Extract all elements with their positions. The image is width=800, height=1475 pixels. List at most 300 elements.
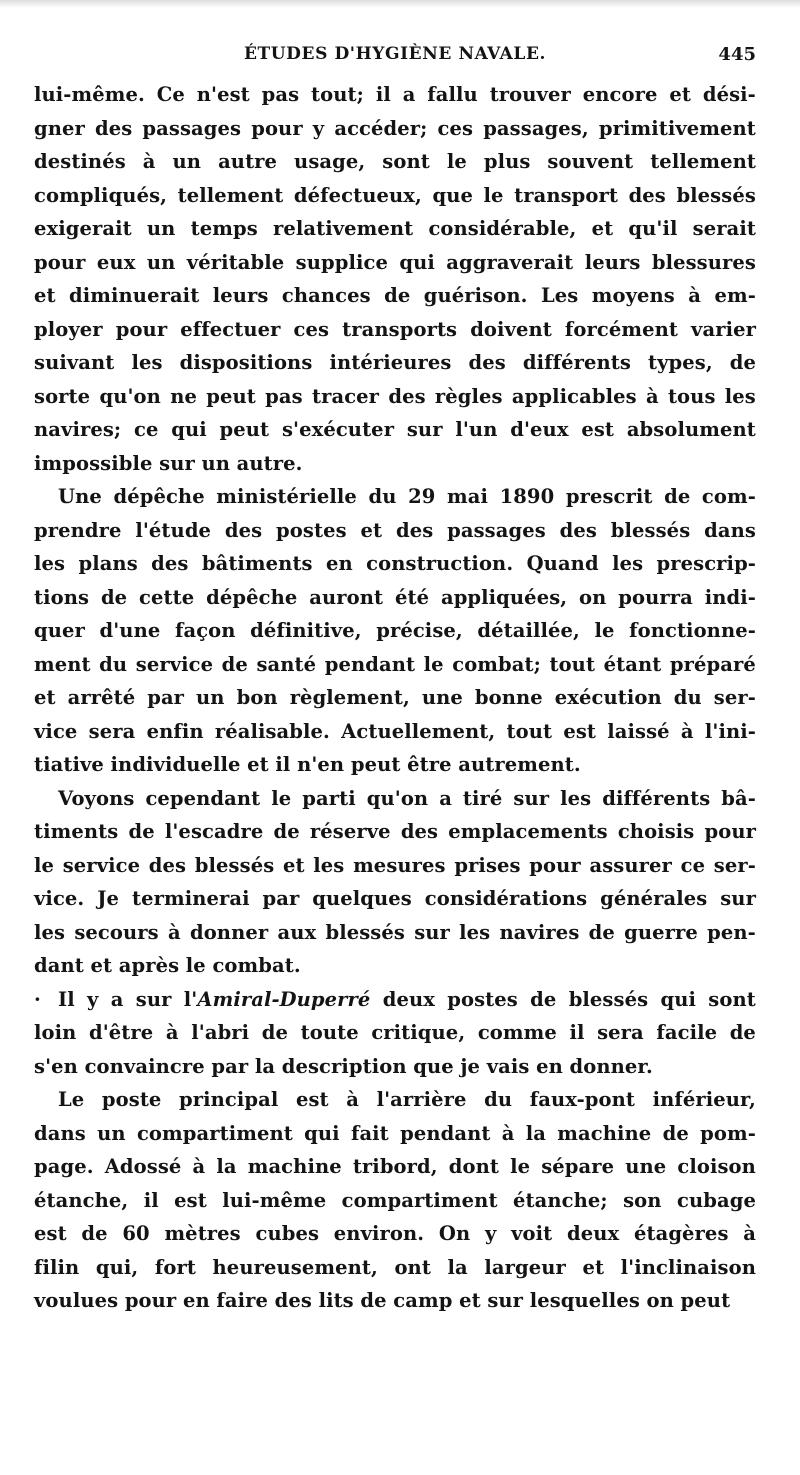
word: des (95, 116, 133, 140)
word: compartiment (136, 1121, 293, 1145)
word: dispositions (179, 351, 313, 374)
word: y (484, 1222, 497, 1245)
word: toute (300, 1021, 359, 1044)
word: plus (483, 150, 531, 173)
word: Une (58, 485, 102, 508)
text-line (34, 1117, 756, 1151)
word: vais (486, 1054, 530, 1078)
word: a (402, 83, 416, 106)
word: des (388, 384, 426, 408)
word: cependant (145, 786, 261, 810)
word: lui-même (222, 1188, 327, 1212)
word: des (151, 552, 189, 575)
word: usage, (294, 150, 366, 173)
word: en (182, 1289, 210, 1312)
word: peut (206, 384, 256, 408)
word: ne (170, 384, 197, 408)
text-line (34, 1050, 756, 1084)
word: de (729, 351, 756, 374)
word: cubage (676, 1188, 756, 1212)
word: pendant (400, 1121, 491, 1145)
word: prises (454, 853, 521, 877)
word: Le (58, 1088, 85, 1111)
word: y (87, 987, 99, 1011)
word: pourra (618, 585, 693, 609)
word: principal (179, 1088, 279, 1111)
word: autre (218, 150, 278, 173)
word: la (216, 1155, 237, 1178)
word: vice (34, 719, 78, 743)
word: loin (34, 1021, 77, 1044)
paragraph (34, 983, 756, 1084)
word: assurer (589, 853, 672, 877)
word: préparé (669, 652, 756, 676)
word: compartiment (341, 1188, 498, 1212)
word: indi- (704, 585, 756, 609)
text-line (34, 112, 756, 146)
word: comme (477, 1021, 557, 1044)
word: tout; (311, 83, 364, 106)
word: de (588, 920, 615, 944)
paragraph (34, 782, 756, 983)
word: types, (647, 351, 713, 374)
word: temps (190, 217, 258, 240)
word: dans (34, 1121, 86, 1145)
word: s'exécuter (281, 418, 395, 441)
word: le (446, 150, 467, 173)
word: passages (447, 518, 546, 542)
word: combat; (452, 652, 541, 676)
word: dépêche (113, 485, 205, 508)
word: différents (602, 786, 711, 810)
text-line (34, 983, 756, 1017)
word: pour (115, 317, 168, 341)
word: un (196, 686, 225, 709)
text-line (34, 916, 756, 950)
word: effectuer (180, 317, 281, 341)
word: de (729, 1021, 756, 1044)
word: étant (603, 652, 662, 676)
word: forcément (564, 317, 678, 341)
word: postes (276, 518, 347, 542)
word: le (483, 183, 504, 207)
word: tiré (462, 786, 503, 810)
word: blessés (325, 920, 405, 944)
word: impossible (34, 451, 153, 475)
word: à (167, 920, 181, 944)
word: ces (437, 116, 474, 140)
word: encore (582, 83, 658, 106)
word: l'arrière (376, 1088, 467, 1111)
word: blessés (568, 987, 649, 1011)
word: parti (302, 786, 356, 810)
word: relativement (272, 217, 414, 240)
page-number: 445 (718, 44, 756, 65)
word: Quand (526, 552, 599, 575)
word: timents (34, 820, 119, 843)
word: considérations (424, 887, 588, 910)
word: par (262, 887, 300, 910)
word: tiative (34, 753, 104, 776)
word: ser- (713, 686, 756, 709)
word: laissé (607, 719, 670, 743)
word: un (201, 451, 231, 475)
word: de (664, 485, 691, 508)
word: est (295, 1088, 329, 1111)
word: dépêche (206, 585, 298, 609)
word: auront (309, 585, 384, 609)
word: convaincre (84, 1054, 205, 1078)
word: donner (189, 920, 269, 944)
word: environ. (333, 1222, 425, 1245)
word: des (559, 518, 597, 542)
word: ce (680, 853, 706, 877)
word: a (110, 987, 124, 1011)
word: cubes (255, 1222, 320, 1245)
text-line (34, 346, 756, 380)
word: sur (159, 451, 195, 475)
word: l'escadre (164, 820, 264, 843)
word: primitivement (598, 116, 756, 140)
word: le (423, 652, 444, 676)
word: réalisable. (214, 719, 330, 743)
word: les (724, 384, 756, 408)
word: dant (34, 954, 84, 977)
word: du (99, 652, 128, 676)
word: faux-pont (529, 1088, 636, 1111)
word: autre. (236, 451, 303, 475)
word: em- (714, 284, 756, 307)
word: façon (174, 619, 236, 642)
word: véritable (186, 250, 285, 274)
word: deux (567, 1222, 620, 1245)
word: destinés (34, 150, 126, 173)
word: qu'on (99, 384, 161, 408)
word: pour (529, 853, 581, 877)
word: étanche; (512, 1188, 608, 1212)
word: moyens (591, 284, 675, 307)
text-line (34, 78, 756, 112)
word: son (623, 1188, 662, 1212)
word: un (146, 217, 176, 240)
word: page. (34, 1155, 94, 1178)
text-line (34, 882, 756, 916)
word: heureusement, (212, 1255, 378, 1279)
word: vice. (34, 887, 85, 910)
text-line (34, 480, 756, 514)
word: des (148, 853, 187, 877)
text-line (34, 1251, 756, 1285)
word: blessés (194, 853, 275, 877)
word: d'une (99, 619, 161, 642)
word: l'ini- (704, 719, 756, 743)
word: le (185, 954, 206, 977)
word: du (484, 1088, 513, 1111)
word: les (612, 552, 644, 575)
word: tracer (311, 384, 380, 408)
word: prescrit (565, 485, 653, 508)
word: exécution (554, 686, 662, 709)
word: construction. (366, 552, 514, 575)
word: com- (701, 485, 756, 508)
word: quelques (312, 887, 412, 910)
word: leurs (584, 250, 641, 274)
word: un (146, 250, 176, 274)
word: lui-même. (34, 83, 145, 106)
text-line (34, 1083, 756, 1117)
word: l'Amiral-Duperré (183, 987, 371, 1011)
word: il (375, 83, 391, 106)
word: on (646, 1289, 674, 1312)
word: sur (720, 887, 756, 910)
word: supplice (295, 250, 388, 274)
word: pas (261, 83, 300, 106)
word: tout (506, 719, 553, 743)
text-line (34, 1184, 756, 1218)
word: pour (34, 250, 86, 274)
word: pom- (700, 1121, 756, 1145)
word: pour (124, 1289, 177, 1312)
word: donner. (569, 1054, 653, 1078)
word: en (326, 552, 353, 575)
word: des (395, 518, 434, 542)
margin-mark: · (34, 987, 41, 1011)
word: un (97, 1121, 126, 1145)
word: il (275, 753, 291, 776)
word: bon (236, 686, 278, 709)
word: choisis (617, 820, 695, 843)
book-page (34, 44, 756, 1318)
word: Adossé (104, 1155, 182, 1178)
word: sont (382, 150, 430, 173)
word: étanche, (34, 1188, 129, 1212)
body-text (34, 78, 756, 1318)
word: individuelle (110, 753, 241, 776)
paragraph (34, 1083, 756, 1318)
running-head (34, 44, 756, 78)
word: la (254, 1054, 276, 1078)
word: une (421, 686, 463, 709)
word: passages, (483, 116, 589, 140)
word: qui, (95, 1255, 139, 1279)
text-line (34, 547, 756, 581)
word: et (247, 753, 269, 776)
word: guérison. (423, 284, 528, 307)
word: gner (34, 116, 85, 140)
word: prescrip- (656, 552, 756, 575)
word: de (128, 820, 155, 843)
word: sépare (541, 1155, 615, 1178)
word: sont (708, 987, 756, 1011)
word: à (501, 1121, 515, 1145)
word: par (147, 686, 185, 709)
word: description (281, 1054, 407, 1078)
word: le (34, 853, 55, 877)
word: sur (406, 418, 443, 441)
word: Les (540, 284, 579, 307)
word: camp (393, 1289, 453, 1312)
word: il (143, 1188, 159, 1212)
word: Il (58, 987, 75, 1011)
word: cloison (677, 1155, 756, 1178)
word: critique, (371, 1021, 466, 1044)
word: pendant (324, 652, 416, 676)
word: terminerai (131, 887, 250, 910)
word: passages (142, 116, 242, 140)
word: bâtiments (201, 552, 313, 575)
word: la (447, 1255, 468, 1279)
text-line (34, 681, 756, 715)
word: à (688, 284, 702, 307)
word: considérable, (428, 217, 577, 240)
text-line (34, 815, 756, 849)
word: les (34, 920, 66, 944)
text-line (34, 715, 756, 749)
word: de (81, 1222, 108, 1245)
text-line (34, 246, 756, 280)
word: et (591, 217, 614, 240)
word: les (131, 351, 163, 374)
word: ces (293, 317, 330, 341)
word: qui (660, 987, 696, 1011)
word: transports (342, 317, 458, 341)
word: mètres (164, 1222, 241, 1245)
word: sur (135, 987, 172, 1011)
text-line (34, 1217, 756, 1251)
word: faire (216, 1289, 268, 1312)
text-line (34, 614, 756, 648)
word: le (510, 1155, 531, 1178)
word: est (563, 719, 597, 743)
word: que (432, 183, 473, 207)
word: détaillée, (477, 619, 580, 642)
word: 60 (122, 1222, 150, 1245)
word: quer (34, 619, 85, 642)
word: le (271, 786, 292, 810)
word: enfin (146, 719, 204, 743)
word: différents (522, 351, 631, 374)
word: un (172, 150, 202, 173)
text-line (34, 179, 756, 213)
text-line (34, 581, 756, 615)
word: définitive, (250, 619, 362, 642)
word: facile (656, 1021, 718, 1044)
word: on (579, 585, 607, 609)
word: été (394, 585, 430, 609)
word: que (413, 1054, 454, 1078)
word: et (282, 853, 305, 877)
word: et (90, 954, 113, 977)
word: les (459, 920, 491, 944)
word: cette (139, 585, 195, 609)
paragraph (34, 480, 756, 782)
word: machine (247, 1155, 342, 1178)
word: peut (350, 753, 401, 776)
word: bonne (474, 686, 543, 709)
word: emplacements (448, 820, 608, 843)
word: doivent (470, 317, 552, 341)
word: arrêté (67, 686, 136, 709)
word: aux (277, 920, 317, 944)
word: sur (487, 1289, 524, 1312)
running-title: ÉTUDES D'HYGIÈNE NAVALE. (243, 44, 547, 64)
word: qui (399, 250, 435, 274)
text-line (34, 648, 756, 682)
word: du (368, 485, 397, 508)
word: blessés (676, 183, 756, 207)
word: pour (251, 116, 303, 140)
word: ployer (34, 317, 103, 341)
word: de (273, 820, 300, 843)
word: sur (414, 920, 450, 944)
word: mesures (353, 853, 446, 877)
word: à (680, 719, 694, 743)
word: de (360, 1289, 387, 1312)
word: après (118, 954, 180, 977)
text-line (34, 145, 756, 179)
text-line (34, 380, 756, 414)
word: 29 (408, 485, 436, 508)
word: intérieures (329, 351, 452, 374)
word: par (211, 1054, 249, 1078)
word: ont (394, 1255, 431, 1279)
word: réserve (309, 820, 391, 843)
word: règles (434, 384, 503, 408)
word: n'en (297, 753, 345, 776)
word: et (459, 1289, 481, 1312)
word: navires; (34, 418, 122, 441)
text-line (34, 949, 756, 983)
word: fait (350, 1121, 389, 1145)
word: blessés (610, 518, 691, 542)
word: fonctionne- (629, 619, 756, 642)
word: le (594, 619, 615, 642)
word: qui (171, 418, 207, 441)
word: des (468, 351, 506, 374)
word: à (165, 1021, 179, 1044)
word: de (100, 585, 128, 609)
word: la (525, 1121, 547, 1145)
word: serait (692, 217, 756, 240)
text-line (34, 748, 756, 782)
word: et (34, 284, 56, 307)
word: voit (511, 1222, 553, 1245)
text-line (34, 447, 756, 481)
word: appliquées, (440, 585, 568, 609)
word: les (560, 786, 592, 810)
word: voulues (34, 1289, 119, 1312)
word: combat. (212, 954, 301, 977)
word: de (221, 652, 248, 676)
word: et (669, 83, 691, 106)
word: pour (704, 820, 756, 843)
word: dési- (702, 83, 756, 106)
text-line (34, 1016, 756, 1050)
word: aggraverait (446, 250, 574, 274)
text-line (34, 212, 756, 246)
word: mai (447, 485, 489, 508)
word: à (346, 1088, 359, 1111)
word: s'en (34, 1054, 78, 1078)
text-line (34, 849, 756, 883)
word: l'inclinaison (620, 1255, 756, 1279)
word: sera (88, 719, 136, 743)
word: guerre (624, 920, 698, 944)
word: tellement (650, 150, 756, 173)
word: à (192, 1155, 206, 1178)
word: compliqués, (34, 183, 168, 207)
word: à (645, 384, 659, 408)
